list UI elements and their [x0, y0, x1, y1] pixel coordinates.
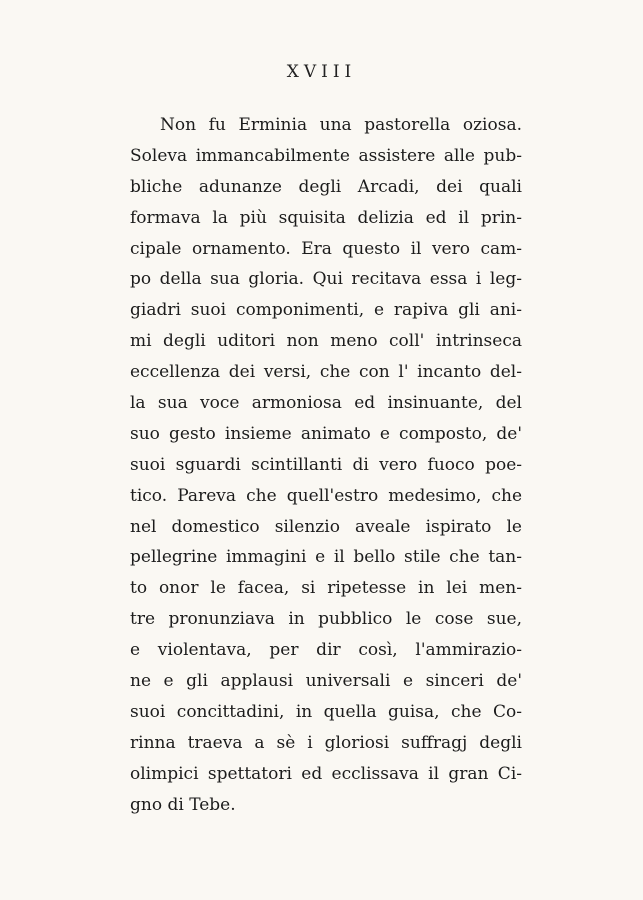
text-line: olimpici spettatori ed ecclissava il gran Ci-	[130, 763, 522, 784]
text-line: suo gesto insieme animato e composto, de'	[130, 423, 522, 444]
text-line: suoi concittadini, in quella guisa, che Co-	[130, 701, 522, 722]
text-line: ne e gli applausi universali e sinceri de'	[130, 671, 522, 692]
text-line: po della sua gloria. Qui recitava essa i leg-	[130, 269, 522, 290]
text-line: tre pronunziava in pubblico le cose sue,	[130, 609, 522, 630]
body-text	[130, 110, 522, 820]
text-line: pellegrine immagini e il bello stile che tan-	[130, 547, 522, 568]
text-line: gno di Tebe.	[130, 794, 236, 815]
page-number-header: XVIII	[286, 62, 357, 82]
text-line: to onor le facea, si ripetesse in lei men-	[130, 578, 522, 599]
text-line: Soleva immancabilmente assistere alle pub-	[130, 145, 522, 166]
text-line: e violentava, per dir così, l'ammirazio-	[130, 640, 522, 661]
text-line: la sua voce armoniosa ed insinuante, del	[130, 393, 522, 414]
text-line: giadri suoi componimenti, e rapiva gli ani-	[130, 300, 522, 321]
text-line: mi degli uditori non meno coll' intrinseca	[130, 331, 522, 352]
text-line: suoi sguardi scintillanti di vero fuoco poe-	[130, 454, 522, 475]
text-line: tico. Pareva che quell'estro medesimo, che	[130, 485, 522, 506]
text-line: bliche adunanze degli Arcadi, dei quali	[130, 176, 522, 197]
text-line: eccellenza dei versi, che con l' incanto del-	[130, 362, 522, 383]
text-line: formava la più squisita delizia ed il prin-	[130, 207, 522, 228]
text-line: cipale ornamento. Era questo il vero cam-	[130, 238, 522, 259]
text-line: nel domestico silenzio avealе ispirato le	[130, 516, 522, 537]
text-line: Non fu Erminia una pastorella oziosa.	[160, 115, 522, 135]
text-line: rinna traeva a sè i gloriosi suffragj degli	[130, 732, 522, 753]
